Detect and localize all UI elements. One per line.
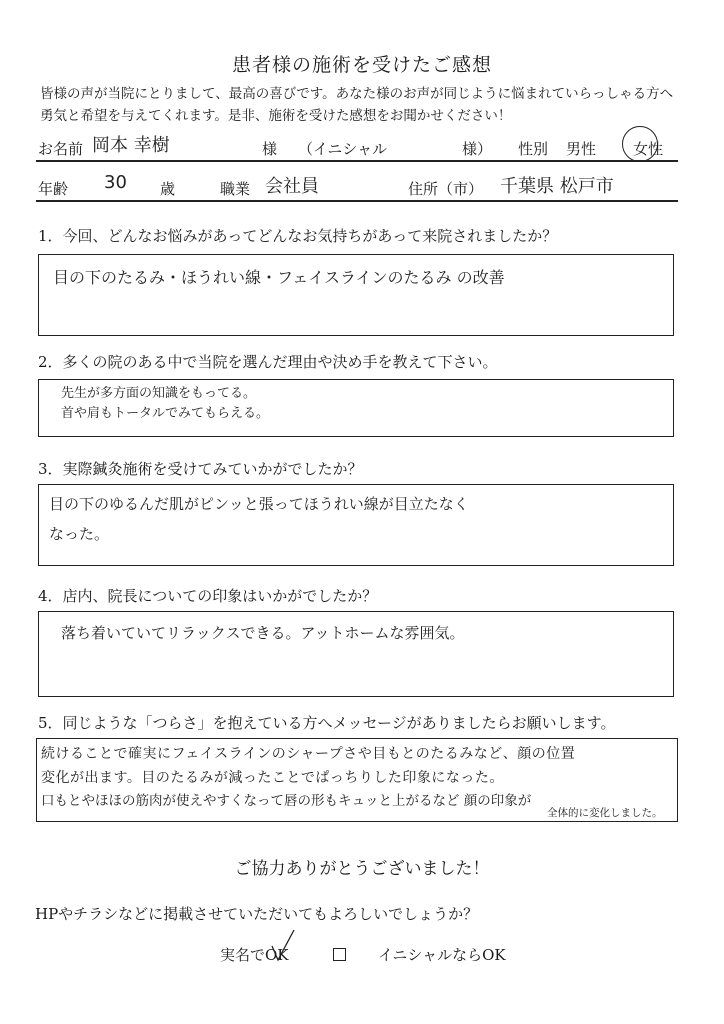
answer-4-line-1: 落ち着いていてリラックスできる。アットホームな雰囲気。 <box>61 624 465 642</box>
answer-3-line-2: なった。 <box>49 525 110 543</box>
job-label: 職業 <box>220 180 251 198</box>
answer-4-box[interactable] <box>38 611 674 697</box>
answer-1-box[interactable] <box>38 254 674 336</box>
answer-5-line-4: 全体的に変化しました。 <box>547 807 663 819</box>
gender-label: 性別 <box>518 140 549 158</box>
gender-female-option[interactable]: 女性 <box>633 140 664 158</box>
age-label: 年齢 <box>38 180 69 198</box>
intro-line-2: 勇気と希望を与えてくれます。是非、施術を受けた感想をお聞かせください！ <box>40 108 512 124</box>
address-value[interactable]: 千葉県 松戸市 <box>500 176 614 197</box>
name-suffix: 様 <box>262 140 278 158</box>
job-underline <box>216 200 406 202</box>
question-3-label: 3．実際鍼灸施術を受けてみていかがでしたか？ <box>38 460 363 478</box>
question-2-label: 2．多くの院のある中で当院を選んだ理由や決め手を教えて下さい。 <box>38 353 498 371</box>
thanks-message: ご協力ありがとうございました！ <box>234 859 490 879</box>
age-underline <box>36 200 216 202</box>
option-initial-label[interactable]: イニシャルならOK <box>378 946 506 964</box>
age-value[interactable]: 30 <box>104 172 127 193</box>
address-underline <box>406 200 678 202</box>
option-initial-checkbox[interactable] <box>333 948 346 961</box>
page-title: 患者様の施術を受けたご感想 <box>231 54 492 76</box>
question-4-label: 4．店内、院長についての印象はいかがでしたか？ <box>38 587 378 605</box>
job-value[interactable]: 会社員 <box>265 176 319 197</box>
gender-male-option[interactable]: 男性 <box>566 140 597 158</box>
intro-line-1: 皆様の声が当院にとりまして、最高の喜びです。あなた様のお声が同じように悩まれていらっしゃる方へ <box>40 86 674 102</box>
answer-5-line-1: 続けることで確実にフェイスラインのシャープさや目もとのたるみなど、顔の位置 <box>41 746 576 762</box>
answer-5-line-3: 口もとやほほの筋肉が使えやすくなって唇の形もキュッと上がるなど 顔の印象が <box>41 793 532 809</box>
answer-5-box[interactable] <box>36 738 678 822</box>
answer-3-line-1: 目の下のゆるんだ肌がピンッと張ってほうれい線が目立たなく <box>49 495 469 513</box>
answer-2-box[interactable] <box>38 379 674 437</box>
question-1-label: 1．今回、どんなお悩みがあってどんなお気持ちがあって来院されましたか？ <box>38 227 558 245</box>
initial-suffix: 様） <box>462 140 493 158</box>
answer-2-line-1: 先生が多方面の知識をもってる。 <box>61 386 257 401</box>
name-value[interactable]: 岡本 幸樹 <box>92 135 170 156</box>
answer-3-box[interactable] <box>38 484 674 566</box>
consent-question: HPやチラシなどに掲載させていただいてもよろしいでしょうか？ <box>35 905 479 923</box>
question-5-label: 5．同じような「つらさ」を抱えている方へメッセージがありましたらお願いします。 <box>38 714 616 732</box>
age-unit: 歳 <box>160 180 176 198</box>
option-realname-label[interactable]: 実名でOK <box>220 946 289 964</box>
gender-selected-circle <box>622 126 658 162</box>
name-label: お名前 <box>38 140 84 158</box>
answer-1-line-1: 目の下のたるみ・ほうれい線・フェイスラインのたるみ の改善 <box>53 268 505 287</box>
initial-label: （イニシャル <box>298 140 388 158</box>
answer-5-line-2: 変化が出ます。目のたるみが減ったことでぱっちりした印象になった。 <box>41 770 504 786</box>
row1-underline <box>36 160 678 162</box>
address-label: 住所（市） <box>408 180 484 198</box>
check-mark-icon <box>268 928 298 964</box>
answer-2-line-2: 首や肩もトータルでみてもらえる。 <box>61 406 270 421</box>
